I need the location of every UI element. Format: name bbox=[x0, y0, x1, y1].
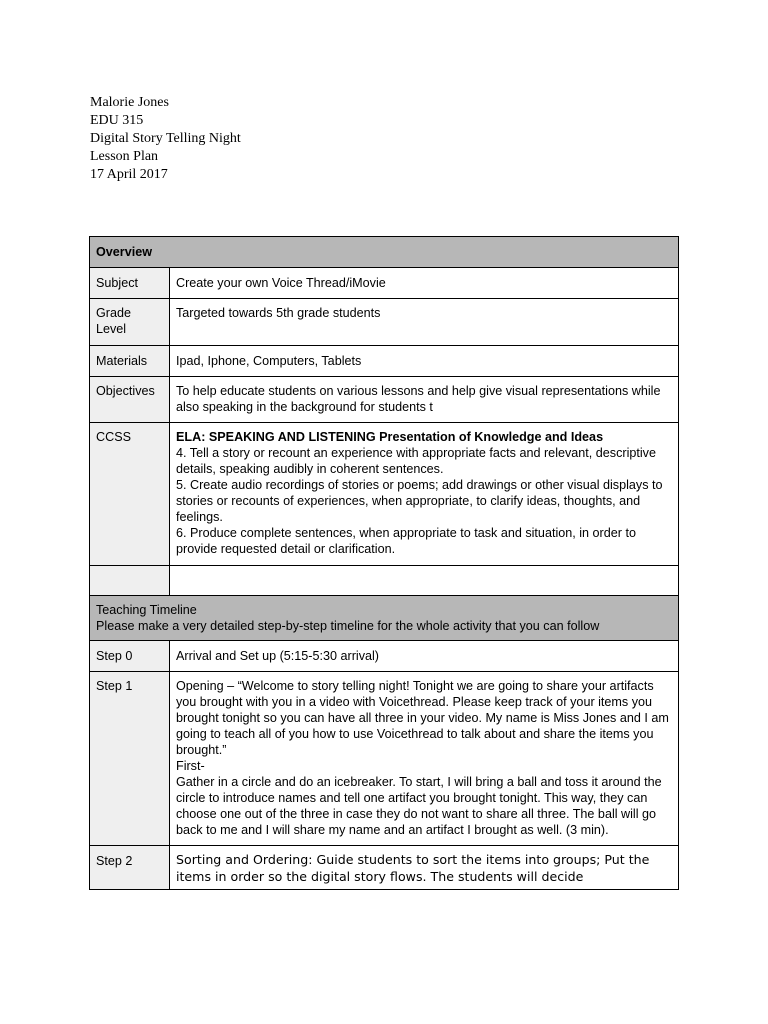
document-header bbox=[90, 94, 241, 184]
timeline-title: Teaching Timeline bbox=[96, 603, 197, 617]
empty-row bbox=[90, 566, 679, 596]
ccss-standard-5: 5. Create audio recordings of stories or poems; add drawings or other visual displays to stories or recounts of experiences, when appropriate, to clarify ideas, thoughts, and feelings. bbox=[176, 478, 663, 524]
ccss-row bbox=[90, 423, 679, 566]
timeline-header bbox=[90, 596, 679, 641]
step-1-row bbox=[90, 672, 679, 846]
step-1-first: First- bbox=[176, 759, 205, 773]
author-name: Malorie Jones bbox=[90, 95, 169, 110]
overview-header-row bbox=[90, 237, 679, 268]
empty-value-cell bbox=[170, 566, 679, 596]
ccss-standard-6: 6. Produce complete sentences, when appropriate to task and situation, in order to provide requested detail or clarification. bbox=[176, 526, 636, 556]
ccss-content bbox=[170, 423, 679, 566]
timeline-header-row bbox=[90, 596, 679, 641]
step-1-opening: Opening – “Welcome to story telling night! Tonight we are going to share your artifacts you brought with you in a video with Voicethread. Please keep track of your items you brought tonight so you can have all three in your video. My name is Miss Jones and I am going to teach all of you how to use Voicethread to talk about and share the items you brought.” bbox=[176, 679, 669, 757]
subject-value: Create your own Voice Thread/iMovie bbox=[170, 268, 679, 299]
step-0-row bbox=[90, 641, 679, 672]
step-1-icebreaker: Gather in a circle and do an icebreaker. To start, I will bring a ball and toss it around the circle to introduce names and tell one artifact you brought tonight. This way, they can choose one out of the three in case they do not want to share all three. The ball will go back to me and I will share my name and an artifact I brought as well. (3 min). bbox=[176, 775, 662, 837]
objectives-label: Objectives bbox=[90, 377, 170, 423]
step-0-label: Step 0 bbox=[90, 641, 170, 672]
document-date: 17 April 2017 bbox=[90, 167, 168, 182]
subject-row bbox=[90, 268, 679, 299]
materials-row bbox=[90, 346, 679, 377]
objectives-value: To help educate students on various lessons and help give visual representations while also speaking in the background for students t bbox=[170, 377, 679, 423]
grade-level-row bbox=[90, 299, 679, 346]
grade-level-value: Targeted towards 5th grade students bbox=[170, 299, 679, 346]
step-1-label: Step 1 bbox=[90, 672, 170, 846]
objectives-row bbox=[90, 377, 679, 423]
document-type: Lesson Plan bbox=[90, 149, 159, 164]
step-1-content bbox=[170, 672, 679, 846]
grade-level-label: Grade Level bbox=[90, 299, 170, 346]
lesson-plan-table bbox=[89, 236, 679, 890]
step-2-text: Sorting and Ordering: Guide students to sort the items into groups; Put the items in order so the digital story flows. The students will decide bbox=[176, 852, 650, 884]
materials-label: Materials bbox=[90, 346, 170, 377]
step-2-row bbox=[90, 846, 679, 890]
overview-heading: Overview bbox=[90, 237, 679, 268]
step-0-content: Arrival and Set up (5:15-5:30 arrival) bbox=[170, 641, 679, 672]
ccss-label: CCSS bbox=[90, 423, 170, 566]
empty-label-cell bbox=[90, 566, 170, 596]
ccss-standard-4: 4. Tell a story or recount an experience with appropriate facts and relevant, descriptive details, speaking audibly in coherent sentences. bbox=[176, 446, 656, 476]
materials-value: Ipad, Iphone, Computers, Tablets bbox=[170, 346, 679, 377]
step-2-content bbox=[170, 846, 679, 890]
ccss-heading: ELA: SPEAKING AND LISTENING Presentation of Knowledge and Ideas bbox=[176, 430, 604, 444]
course-code: EDU 315 bbox=[90, 113, 144, 128]
step-2-label: Step 2 bbox=[90, 846, 170, 890]
subject-label: Subject bbox=[90, 268, 170, 299]
event-title: Digital Story Telling Night bbox=[90, 131, 241, 146]
timeline-instruction: Please make a very detailed step-by-step timeline for the whole activity that you can follow bbox=[96, 619, 600, 633]
